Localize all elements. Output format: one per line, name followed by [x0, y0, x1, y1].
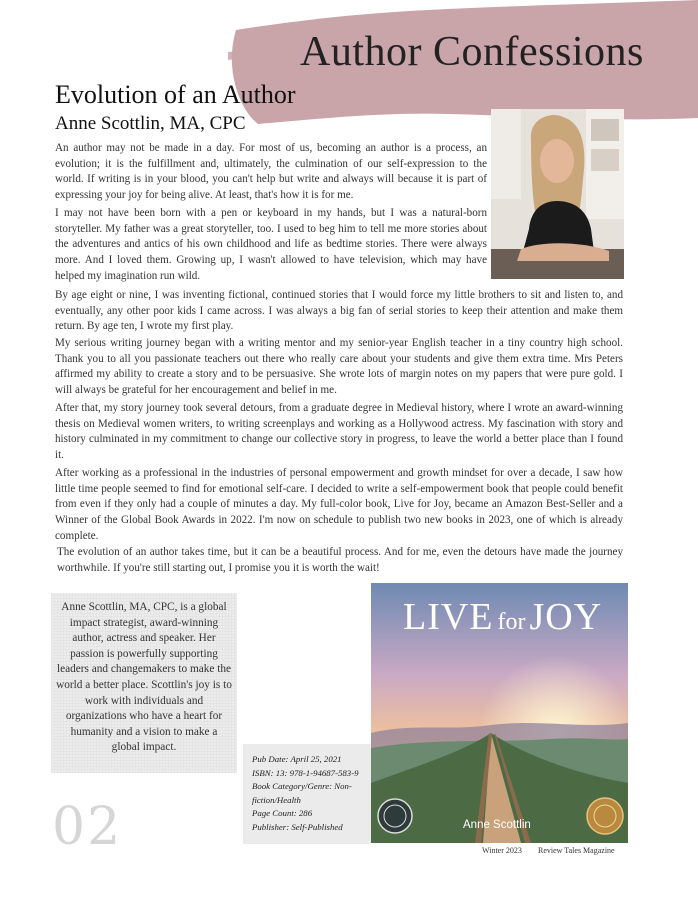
article-headline: Evolution of an Author	[55, 80, 296, 109]
article-byline: Anne Scottlin, MA, CPC	[55, 113, 246, 134]
cover-title-live: LIVE	[403, 596, 494, 638]
article-paragraph: After working as a professional in the industries of personal empowerment and growth mindset for over a decade, I saw how little time people seemed to find for emotional self-care. I decided to write a self-empowerment book that people could benefit from even if they only had a couple of minutes a day. My full-color book, Live for Joy, became an Amazon Best-Seller and a Winner of the Global Book Awards in 2022. I'm now on schedule to publish two new books in 2023, one of which is already complete.	[55, 467, 623, 542]
article-paragraph: My serious writing journey began with a writing mentor and my senior-year English teacher in a tiny country high school. Thank you to all you passionate teachers out there who really care about your students and give them extra time. Mrs Peters affirmed my ability to create a story and to be persuasive. She wrote lots of margin notes on my papers that were pure gold. I will always be grateful for her encouragement and belief in me.	[55, 337, 623, 397]
publisher: Publisher: Self-Published	[252, 821, 343, 832]
book-cover	[371, 583, 628, 843]
footer-issue: Winter 2023	[482, 846, 522, 855]
cover-author: Anne Scottlin	[463, 819, 531, 831]
article-paragraph: By age eight or nine, I was inventing fictional, continued stories that I would force my little brothers to sit and listen to, and eventually, any other poor kids I came across. I was always a big fan of serial stories to keep their attention and make them return. By age ten, I wrote my first play.	[55, 289, 623, 333]
article-paragraph: I may not have been born with a pen or keyboard in my hands, but I was a natural-born storyteller. My father was a great storyteller, too. I used to beg him to tell me more stories about the adventures and antics of his own childhood and life as bedtime stories. There were always more. And I loved them. Growing up, I wasn't allowed to have television, which may have helped my imagination run wild.	[55, 207, 487, 282]
page-count: Page Count: 286	[252, 808, 313, 818]
author-photo	[491, 109, 624, 279]
isbn: ISBN: 13: 978-1-94687-583-9	[252, 767, 359, 778]
article-paragraph: After that, my story journey took several detours, from a graduate degree in Medieval history, where I wrote an award-winning thesis on Medieval women writers, to writing screenplays and working as a Hollywood actress. My fascination with story and history culminated in my commitment to change our collective story in progress, to leave the world a better place than I found it.	[55, 402, 623, 462]
footer-magazine: Review Tales Magazine	[538, 846, 615, 855]
page-number: 02	[52, 797, 123, 857]
article-paragraph: An author may not be made in a day. For most of us, becoming an author is a process, an evolution; it is the fulfillment and, ultimately, the culmination of our self-expression to the world. If writing is in your blood, you can't help but write and always will because it is part of expressing your joy for being alive. At least, that's how it is for me.	[55, 142, 487, 202]
book-details	[252, 753, 367, 834]
pub-date: Pub Date: April 25, 2021	[252, 754, 342, 764]
section-title: Author Confessions	[300, 29, 644, 75]
cover-title-for: for	[497, 609, 526, 635]
cover-title-joy: JOY	[529, 596, 603, 638]
article-paragraph: The evolution of an author takes time, but it can be a beautiful process. And for me, even the detours have made the journey worthwhile. If you're still starting out, I promise you it is worth the wait!	[57, 546, 623, 574]
book-category: Book Category/Genre: Non-fiction/Health	[252, 781, 352, 805]
author-bio: Anne Scottlin, MA, CPC, is a global impact strategist, award-winning author, actress and speaker. Her passion is powerfully supporting leaders and changemakers to make the world a better place. Scottlin's joy is to work with individuals and organizations who have a heart for humanity and a vision to make a global impact.	[56, 601, 232, 754]
